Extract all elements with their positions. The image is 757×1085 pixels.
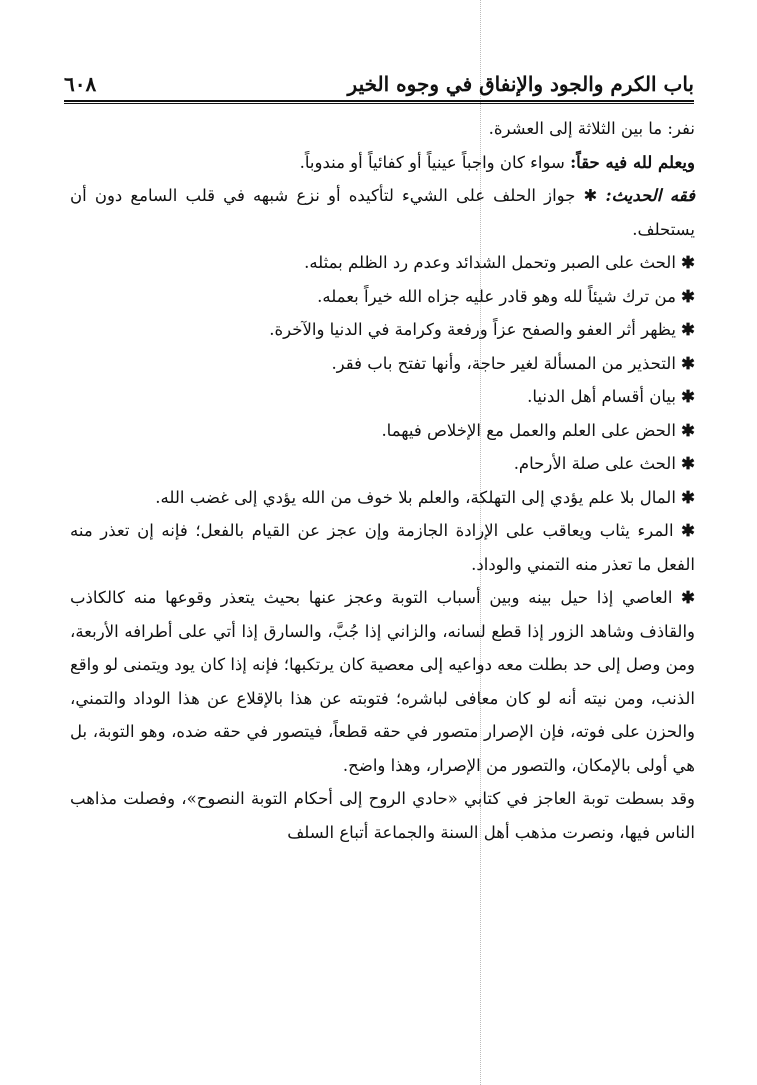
bullet-item: ✱ المرء يثاب ويعاقب على الإرادة الجازمة وإن عجز عن القيام بالفعل؛ فإنه إن تعذر منه الفعل ما تعذر منه التمني والوداد. — [70, 521, 695, 574]
header-rule-thin — [64, 103, 694, 104]
bullet-item: ✱ الحث على الصبر وتحمل الشدائد وعدم رد الظلم بمثله. — [304, 253, 695, 272]
bullet-item: ✱ يظهر أثر العفو والصفح عزاً ورفعة وكرامة في الدنيا والآخرة. — [269, 320, 695, 339]
paragraph: ويعلم لله فيه حقاً: سواء كان واجباً عينياً أو كفائياً أو مندوباً. — [299, 152, 695, 172]
bullet-item: ✱ العاصي إذا حيل بينه وبين أسباب التوبة وعجز عنها بحيث يتعذر وقوعها منه كالكاذب والقاذف وشاهد الزور إذا قطع لسانه، والزاني إذا جُبَّ، والسارق إذا أتي على أطرافه الأربعة، ومن وصل إلى حد بطلت معه دواعيه إلى معصية كان يرتكبها؛ فإنه إذا كان يود ويتمنى لو واقع الذنب، ومن نيته أنه لو كان معافى لباشره؛ فتوبته عن هذا بالإقلاع عن هذا الوداد والتمني، والحزن على فوته، فإن الإصرار متصور في حقه قطعاً، فيتصور في حقه ضده، وهو التوبة، بل هي أولى بالإمكان، والتصور من الإصرار، وهذا واضح. — [70, 588, 695, 775]
page-number: ٦٠٨ — [64, 72, 97, 96]
bullet-item: ✱ المال بلا علم يؤدي إلى التهلكة، والعلم بلا خوف من الله يؤدي إلى غضب الله. — [155, 487, 695, 507]
body-text — [70, 112, 695, 849]
paragraph: وقد بسطت توبة العاجز في كتابي «حادي الروح إلى أحكام التوبة النصوح»، وفصلت مذاهب الناس فيها، ونصرت مذهب أهل السنة والجماعة أتباع السلف — [70, 789, 695, 842]
page-header — [64, 62, 694, 96]
paragraph: نفر: ما بين الثلاثة إلى العشرة. — [488, 119, 695, 138]
bullet-item: ✱ من ترك شيئاً لله وهو قادر عليه جزاه الله خيراً بعمله. — [317, 286, 695, 306]
bullet-item: ✱ الحض على العلم والعمل مع الإخلاص فيهما. — [381, 420, 695, 440]
paragraph: فقه الحديث: ✱ جواز الحلف على الشيء لتأكيده أو نزع شبهه في قلب السامع دون أن يستحلف. — [70, 186, 695, 239]
header-rule — [64, 100, 694, 102]
bullet-item: ✱ الحث على صلة الأرحام. — [513, 454, 695, 473]
chapter-title: باب الكرم والجود والإنفاق في وجوه الخير — [347, 72, 694, 96]
bullet-item: ✱ بيان أقسام أهل الدنيا. — [527, 387, 695, 406]
bullet-item: ✱ التحذير من المسألة لغير حاجة، وأنها تفتح باب فقر. — [331, 353, 695, 373]
